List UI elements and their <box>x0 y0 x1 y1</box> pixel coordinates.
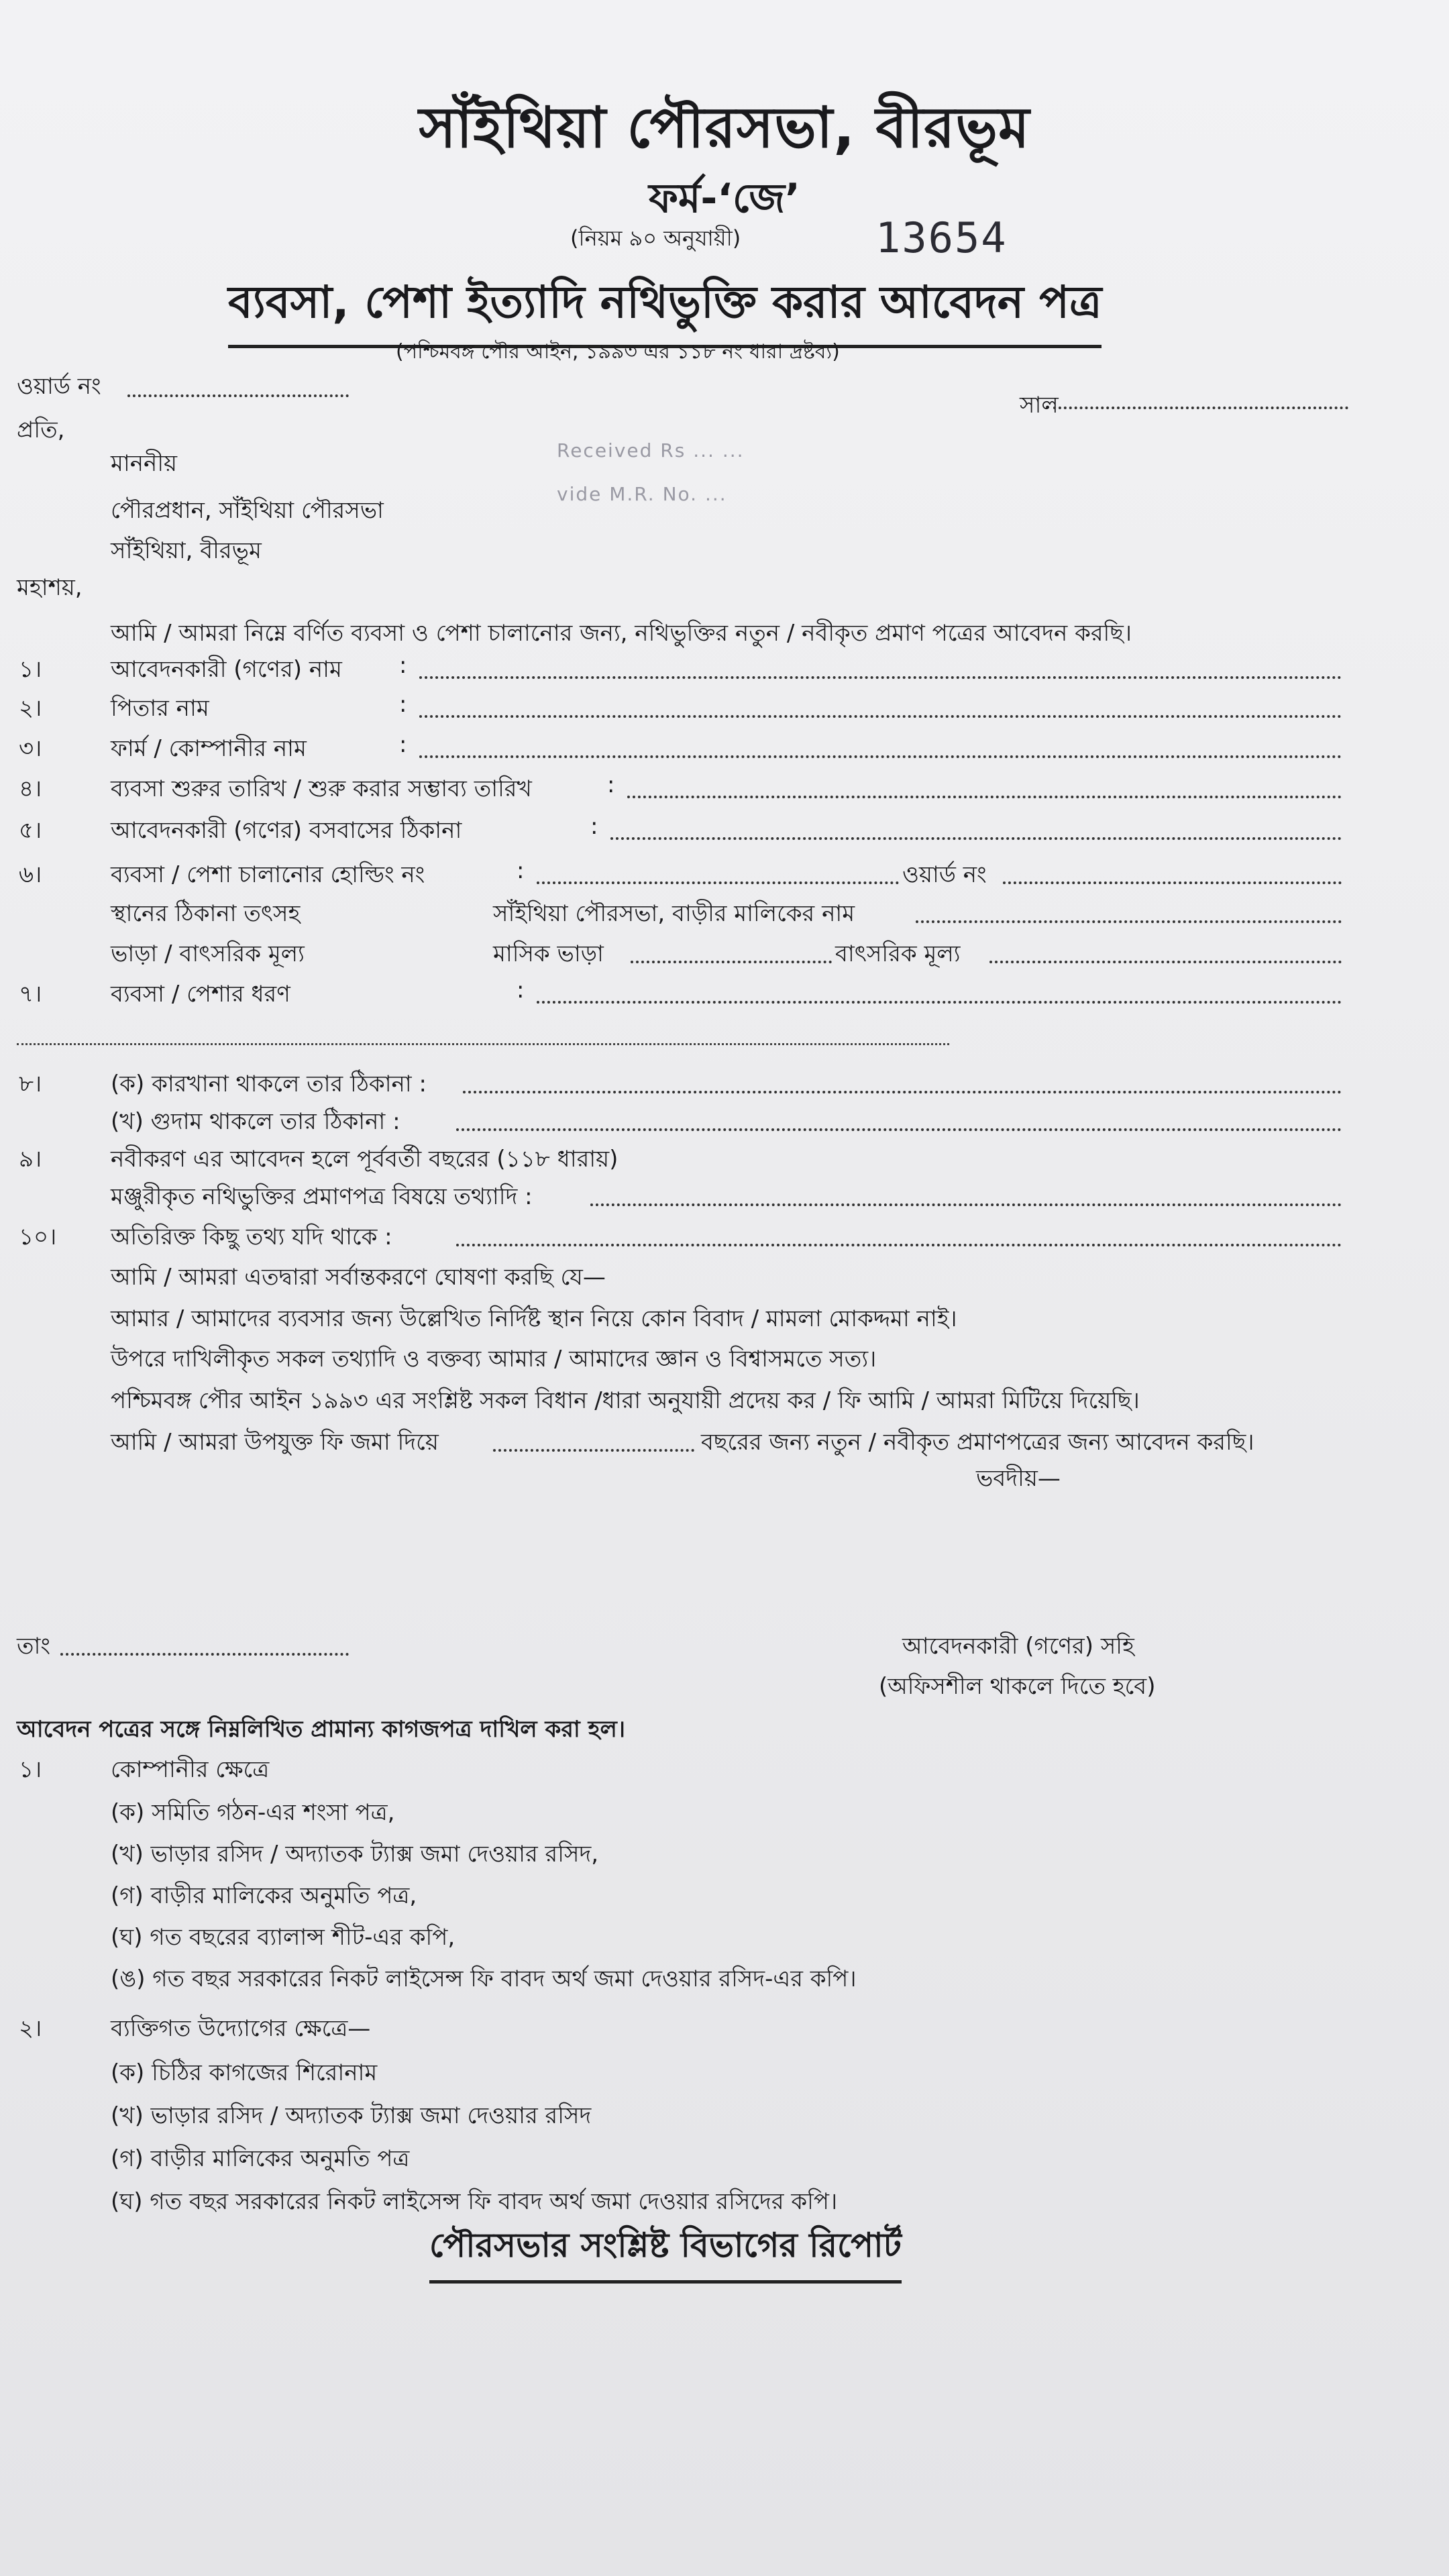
annual-value-field[interactable] <box>989 961 1342 963</box>
declaration-line-5b: বছরের জন্য নতুন / নবীকৃত প্রমাণপত্রের জন্য আবেদন করছি। <box>701 1429 1254 1456</box>
field-2-colon: : <box>399 691 407 718</box>
field-8b-label: (খ) গুদাম থাকলে তার ঠিকানা : <box>111 1108 400 1135</box>
field-3-number: ৩। <box>19 735 42 762</box>
field-4-number: ৪। <box>19 775 42 802</box>
receipt-stamp-line-1: Received Rs ... ... <box>557 439 745 462</box>
field-10-label: অতিরিক্ত কিছু তথ্য যদি থাকে : <box>111 1224 392 1250</box>
owner-name-field[interactable] <box>916 920 1342 923</box>
individual-number: ২। <box>19 2015 42 2042</box>
field-6-rent-label: ভাড়া / বাৎসরিক মূল্য <box>111 941 305 967</box>
salutation: মহাশয়, <box>17 574 83 601</box>
field-9-number: ৯। <box>19 1146 42 1173</box>
individual-item: (গ) বাড়ীর মালিকের অনুমতি পত্র <box>111 2145 410 2172</box>
field-2-number: ২। <box>19 695 42 722</box>
field-4-colon: : <box>607 771 615 798</box>
individual-item: (ক) চিঠির কাগজের শিরোনাম <box>111 2059 378 2086</box>
ward-field[interactable] <box>127 394 349 397</box>
father-name-field[interactable] <box>419 715 1342 718</box>
individual-item: (ঘ) গত বছর সরকারের নিকট লাইসেন্স ফি বাবদ অর্থ জমা দেওয়ার রসিদের কপি। <box>111 2188 838 2215</box>
field-6-place-label: স্থানের ঠিকানা তৎসহ <box>111 900 301 927</box>
to-label: প্রতি, <box>17 417 65 443</box>
report-heading: পৌরসভার সংশ্লিষ্ট বিভাগের রিপোর্ট <box>429 2220 902 2284</box>
field-9-label: নবীকরণ এর আবেদন হলে পূর্ববর্তী বছরের (১১৮ ধারায়) <box>111 1146 619 1173</box>
factory-address-field[interactable] <box>463 1091 1342 1093</box>
start-date-field[interactable] <box>627 796 1342 798</box>
municipality-title: সাঁইথিয়া পৌরসভা, বীরভূম <box>419 95 1030 160</box>
declaration-line-2: আমার / আমাদের ব্যবসার জন্য উল্লেখিত নির্দিষ্ট স্থান নিয়ে কোন বিবাদ / মামলা মোকদ্দমা নাই। <box>111 1305 957 1332</box>
field-9-sub-label: মঞ্জুরীকৃত নথিভুক্তির প্রমাণপত্র বিষয়ে তথ্যাদি : <box>111 1183 533 1210</box>
individual-title: ব্যক্তিগত উদ্যোগের ক্ষেত্রে— <box>111 2015 371 2042</box>
field-6-monthly-label: মাসিক ভাড়া <box>493 941 604 967</box>
field-7-label: ব্যবসা / পেশার ধরণ <box>111 981 290 1008</box>
additional-info-field[interactable] <box>456 1244 1342 1246</box>
field-6-number: ৬। <box>19 861 42 888</box>
form-heading: ব্যবসা, পেশা ইত্যাদি নথিভুক্তি করার আবেদন পত্র <box>228 268 1102 348</box>
address-line-2: পৌরপ্রধান, সাঁইথিয়া পৌরসভা <box>111 497 384 524</box>
monthly-rent-field[interactable] <box>631 961 832 963</box>
signature-note: (অফিসশীল থাকলে দিতে হবে) <box>879 1673 1156 1700</box>
year-label: সাল <box>1020 392 1059 419</box>
application-intro: আমি / আমরা নিম্নে বর্ণিত ব্যবসা ও পেশা চালানোর জন্য, নথিভুক্তির নতুন / নবীকৃত প্রমাণ পত্রের আবেদন করছি। <box>111 620 1132 647</box>
separator-line <box>17 1043 949 1045</box>
declaration-line-4: পশ্চিমবঙ্গ পৌর আইন ১৯৯৩ এর সংশ্লিষ্ট সকল বিধান /ধারা অনুযায়ী প্রদেয় কর / ফি আমি / আমরা মিটিয়ে দিয়েছি। <box>111 1387 1140 1414</box>
field-4-label: ব্যবসা শুরুর তারিখ / শুরু করার সম্ভাব্য তারিখ <box>111 775 532 802</box>
previous-certificate-field[interactable] <box>590 1203 1342 1206</box>
date-field[interactable] <box>60 1653 349 1656</box>
field-1-number: ১। <box>19 656 42 683</box>
field-6-label: ব্যবসা / পেশা চালানোর হোল্ডিং নং <box>111 861 425 888</box>
year-field[interactable] <box>1053 407 1348 409</box>
holding-number-field[interactable] <box>537 881 899 884</box>
receipt-stamp-line-2: vide M.R. No. ... <box>557 483 727 505</box>
business-ward-field[interactable] <box>1003 881 1342 884</box>
field-7-number: ৭। <box>19 981 42 1008</box>
individual-item: (খ) ভাড়ার রসিদ / অদ্যাতক ট্যাক্স জমা দেওয়ার রসিদ <box>111 2102 592 2129</box>
ward-label: ওয়ার্ড নং <box>17 373 101 400</box>
declaration-line-3: উপরে দাখিলীকৃত সকল তথ্যাদি ও বক্তব্য আমার / আমাদের জ্ঞান ও বিশ্বাসমতে সত্য। <box>111 1346 877 1373</box>
field-5-number: ৫। <box>19 817 42 844</box>
address-line-1: মাননীয় <box>111 450 178 477</box>
field-1-label: আবেদনকারী (গণের) নাম <box>111 656 342 683</box>
documents-intro: আবেদন পত্রের সঙ্গে নিম্নলিখিত প্রামান্য কাগজপত্র দাখিল করা হল। <box>17 1716 625 1743</box>
declaration-line-5a: আমি / আমরা উপযুক্ত ফি জমা দিয়ে <box>111 1429 439 1456</box>
field-3-colon: : <box>399 731 407 758</box>
company-item: (ঘ) গত বছরের ব্যালান্স শীট-এর কপি, <box>111 1924 455 1951</box>
company-item: (ক) সমিতি গঠন-এর শংসা পত্র, <box>111 1799 395 1826</box>
firm-name-field[interactable] <box>419 755 1342 758</box>
company-item: (খ) ভাড়ার রসিদ / অদ্যাতক ট্যাক্স জমা দেওয়ার রসিদ, <box>111 1841 599 1868</box>
applicant-name-field[interactable] <box>419 676 1342 679</box>
field-1-colon: : <box>399 652 407 679</box>
field-3-label: ফার্ম / কোম্পানীর নাম <box>111 735 307 762</box>
address-line-3: সাঁইথিয়া, বীরভূম <box>111 537 262 564</box>
residence-address-field[interactable] <box>610 837 1342 840</box>
field-10-number: ১০। <box>19 1224 57 1250</box>
form-name: ফর্ম-‘জে’ <box>649 175 800 222</box>
declaration-line-1: আমি / আমরা এতদ্বারা সর্বান্তকরণে ঘোষণা করছি যে— <box>111 1264 606 1291</box>
field-7-colon: : <box>517 977 525 1004</box>
company-item: (ঙ) গত বছর সরকারের নিকট লাইসেন্স ফি বাবদ অর্থ জমা দেওয়ার রসিদ-এর কপি। <box>111 1966 857 1992</box>
date-label: তাং <box>17 1633 51 1660</box>
rule-note: (নিয়ম ৯০ অনুযায়ী) <box>570 225 741 251</box>
field-2-label: পিতার নাম <box>111 695 209 722</box>
business-type-field[interactable] <box>537 1001 1342 1004</box>
field-6-owner-label: সাঁইথিয়া পৌরসভা, বাড়ীর মালিকের নাম <box>493 900 855 927</box>
field-8-number: ৮। <box>19 1071 42 1097</box>
fee-year-field[interactable] <box>493 1449 694 1452</box>
field-6-ward-label: ওয়ার্ড নং <box>902 861 987 888</box>
yours-faithfully: ভবদীয়— <box>976 1465 1061 1492</box>
company-number: ১। <box>19 1756 42 1783</box>
field-6-colon: : <box>517 857 525 884</box>
company-item: (গ) বাড়ীর মালিকের অনুমতি পত্র, <box>111 1882 417 1909</box>
field-5-colon: : <box>590 813 598 840</box>
field-5-label: আবেদনকারী (গণের) বসবাসের ঠিকানা <box>111 817 462 844</box>
form-subheading: (পশ্চিমবঙ্গ পৌর আইন, ১৯৯৩ এর ১১৮ নং ধারা দ্রষ্টব্য) <box>396 340 840 364</box>
field-8a-label: (ক) কারখানা থাকলে তার ঠিকানা : <box>111 1071 427 1097</box>
signature-label: আবেদনকারী (গণের) সহি <box>902 1633 1134 1660</box>
field-6-annual-label: বাৎসরিক মূল্য <box>835 941 961 967</box>
company-title: কোম্পানীর ক্ষেত্রে <box>111 1756 270 1783</box>
serial-number: 13654 <box>875 213 1008 262</box>
godown-address-field[interactable] <box>456 1128 1342 1131</box>
